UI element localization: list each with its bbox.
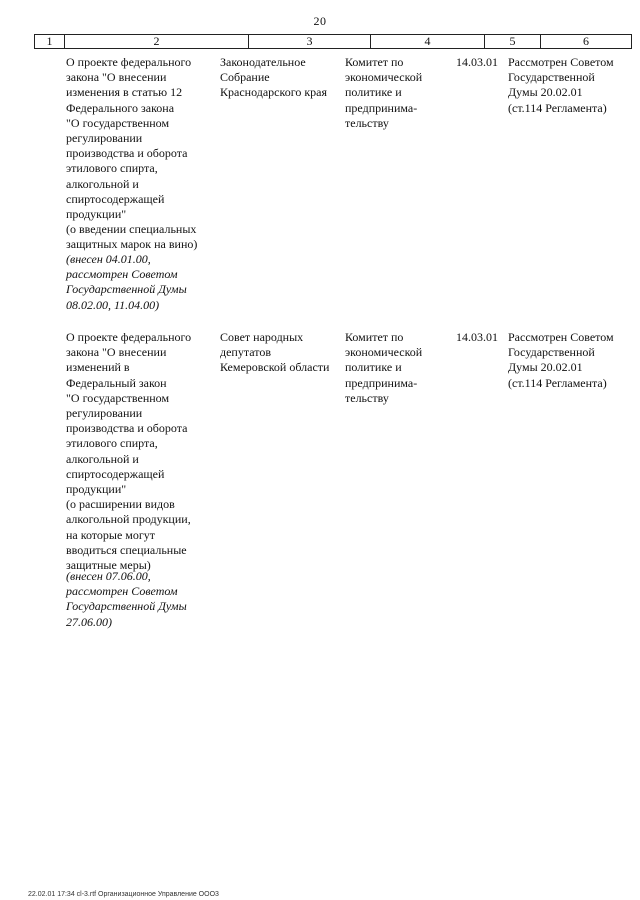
bill-committee: Комитет по экономической политике и предпринима- тельству [345, 330, 423, 405]
bill-author: Законодательное Собрание Краснодарского края [220, 55, 328, 100]
column-header-2: 2 [65, 35, 249, 48]
column-header-6: 6 [583, 34, 589, 48]
column-header-4: 4 [371, 35, 485, 48]
bill-status: Рассмотрен Советом Государственной Думы 20.02.01 (ст.114 Регламента) [508, 330, 614, 390]
bill-date: 14.03.01 [456, 55, 498, 69]
bill-committee: Комитет по экономической политике и предпринима- тельству [345, 55, 423, 130]
table-header-row [34, 34, 632, 49]
column-header-3: 3 [249, 35, 371, 48]
bill-note: (внесен 07.06.00, рассмотрен Советом Государственной Думы 27.06.00) [66, 569, 187, 629]
bill-note: (внесен 04.01.00, рассмотрен Советом Государственной Думы 08.02.00, 11.04.00) [66, 252, 187, 312]
bill-title: О проекте федерального закона "О внесении изменений в Федеральный закон "О государственном регулировании производства и оборота этилового спирта, алкогольной и спиртосодержащей продукции" (о расширении видов алкогольной продукции, на которые могут вводиться специальные защитные меры) [66, 330, 192, 573]
bill-title: О проекте федерального закона "О внесении изменения в статью 12 Федерального закона "О государственном регулировании производства и оборота этилового спирта, алкогольной и спиртосодержащей продукции" (о введении специальных защитных марок на вино) [66, 55, 198, 252]
document-footer: 22.02.01 17:34 cl-3.rtf Организационное Управление ООО3 [28, 891, 219, 898]
bill-status: Рассмотрен Советом Государственной Думы 20.02.01 (ст.114 Регламента) [508, 55, 614, 115]
column-header-1: 1 [35, 35, 65, 48]
column-header-5: 5 [485, 35, 541, 48]
bill-date: 14.03.01 [456, 330, 498, 344]
bill-author: Совет народных депутатов Кемеровской области [220, 330, 330, 375]
page-number: 20 [313, 14, 327, 28]
